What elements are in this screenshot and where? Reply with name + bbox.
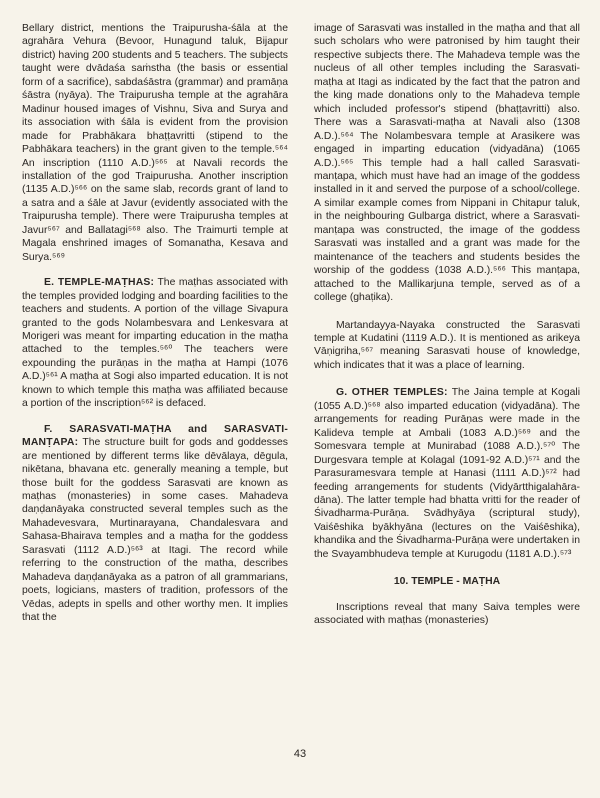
paragraph-other-temples: [314, 386, 580, 561]
paragraph-sarasvati-continued: image of Sarasvati was installed in the maṭha and that all such scholars who were patronised by him taught their respective subjects there. The Mahadeva temple was the nucleus of all other temples including the Sarasvati-maṭha at Itagi as indicated by the fact that the patron and the king made donations only to the Mahadeva temple which included professor's stipend (bhaṭṭavritti) also. There was a Sarasvati-maṭha at Navali also (1308 A.D.).⁵⁶⁴ The Nolambesvara temple at Arasikere was engaged in imparting education (vidyadāna) (1065 A.D.).⁵⁶⁵ This temple had a hall called Sarasvati-manṭapa, which must have had an image of the goddess installed in it and served the purpose of a school/college. A similar example comes from Nippani in Chitapur taluk, in the neighbouring Gulbarga district, where a Sarasvati-manṭapa was constructed, the image of the goddess Sarasvati was installed and a grant was made for the maintenance of the teachers and students besides the worship of the goddess (1038 A.D.).⁵⁶⁶ This manṭapa, attached to the Mallikarjuna temple, served as of a college (ghaṭika).: [314, 23, 580, 304]
paragraph-temple-mathas: [22, 276, 288, 411]
text-other-temples: The Jaina temple at Kogali (1055 A.D.)⁵⁶⁸ also imparted education (vidyadāna). The arrangements for reading Purāṇas were made in the Kalideva temple at Ambali (1083 A.D.)⁵⁶⁹ and the Somesvara temple at Munirabad (1088 A.D.).⁵⁷⁰ The Durgesvara temple at Kolagal (1091-92 A.D.)⁵⁷¹ and the Parasuramesvara temple at Hanasi (1111 A.D.)⁵⁷² had feeding arrangements for students (Vidyārtthigalahāra-dāna). The latter temple had bhatta vritti for the reader of Śivadharma-Purāṇa. Svādhyāya (scriptural study), Vaiśēshika byākhyāna (lectures on the Vaiśēshika), khandika and the Śivadharma-Purāṇa were undertaken in the Svayambhudeva temple at Kurugodu (1181 A.D.).⁵⁷³: [314, 387, 580, 560]
left-column: [22, 22, 288, 624]
heading-other-temples: G. OTHER TEMPLES:: [336, 387, 448, 399]
heading-temple-mathas: E. TEMPLE-MAṬHAS:: [44, 277, 155, 289]
paragraph-kudatini: Martandayya-Nayaka constructed the Sarasvati temple at Kudatini (1119 A.D.). It is mentioned as arikeya Vāṇigriha,⁵⁶⁷ meaning Sarasvati house of knowledge, which indicates that it was a place of learning.: [314, 319, 580, 371]
text-temple-mathas: The maṭhas associated with the temples provided lodging and boarding facilities to the teachers and students. A portion of the village Sivapura granted to the gods Nolambesvara and Lenkesvara at Morigeri was meant for imparting education in the maṭha attached to the temples.⁵⁶⁰ The teachers were expounding the purāṇas in the maṭha at Hampi (1076 A.D.)⁵⁶¹ A maṭha at Sogi also imparted education. It is not known to which temple this maṭha was affiliated because a portion of the inscription⁵⁶² is defaced.: [22, 277, 288, 410]
page-number: 43: [293, 748, 307, 760]
heading-sarasvati-matha: F. SARASVATI-MAṬHA and SARASVATI-MANṬAPA:: [22, 423, 288, 449]
heading-temple-matha: 10. TEMPLE - MAṬHA: [393, 576, 501, 588]
right-column: [314, 22, 580, 628]
paragraph-temple-matha: Inscriptions reveal that many Saiva temples were associated with maṭhas (monasteries): [314, 601, 580, 627]
paragraph-sarasvati-matha: [22, 423, 288, 625]
document-page: [22, 22, 582, 752]
text-sarasvati-matha: The structure built for gods and goddesses are mentioned by different terms like dēvālaya, dēgula, nikētana, bhavana etc. generally meaning a temple, but those built for the goddess Sarasvati are known as maṭhas (monasteries) in some cases. Mahadeva daṇḍanāyaka constructed several temples such as the Mahadevesvara, Murtinarayana, Chandalesvara and Sahasa-Bhairava temples and a maṭha for the goddess Sarasvati (1112 A.D.)⁵⁶³ at Itagi. The record while referring to the construction of the matha, describes Mahadeva daṇḍanāyaka as a patron of all grammarians, poets, logicians, masters of tradition, professors of the Vēdas, adepts in spells and other worthy men. It implies that the: [22, 437, 288, 624]
paragraph-traipurusha: Bellary district, mentions the Traipurusha-śāla at the agrahāra Vehura (Bevoor, Hunagund taluk, Bijapur district) having 200 students and 5 teachers. The subjects taught were dvādaśa saṁstha (the basis or essential form of a sacrifice), sabdaśāstra (grammar) and pramāṇa śāstra (nyāya). The Traipurusha temple at the agrahāra Madinur housed images of Vishnu, Siva and Surya and its association with śāla is evident from the provision made for Prabhākara bhaṭṭavritti (stipend to the Pabhākara teachers) in the grant given to the temple.⁵⁶⁴ An inscription (1110 A.D.)⁵⁶⁵ at Navali records the installation of the god Traipurusha. Another inscription (1135 A.D.)⁵⁶⁶ on the same slab, records grant of land to a satra and a śāle at Javur (evidently associated with the Traipurusha temple). There were Traipurusha temples at Javur⁵⁶⁷ and Ballatagi⁵⁶⁸ also. The Traimurti temple at Magala enshrined images of Somanatha, Kesava and Surya.⁵⁶⁹: [22, 23, 288, 263]
